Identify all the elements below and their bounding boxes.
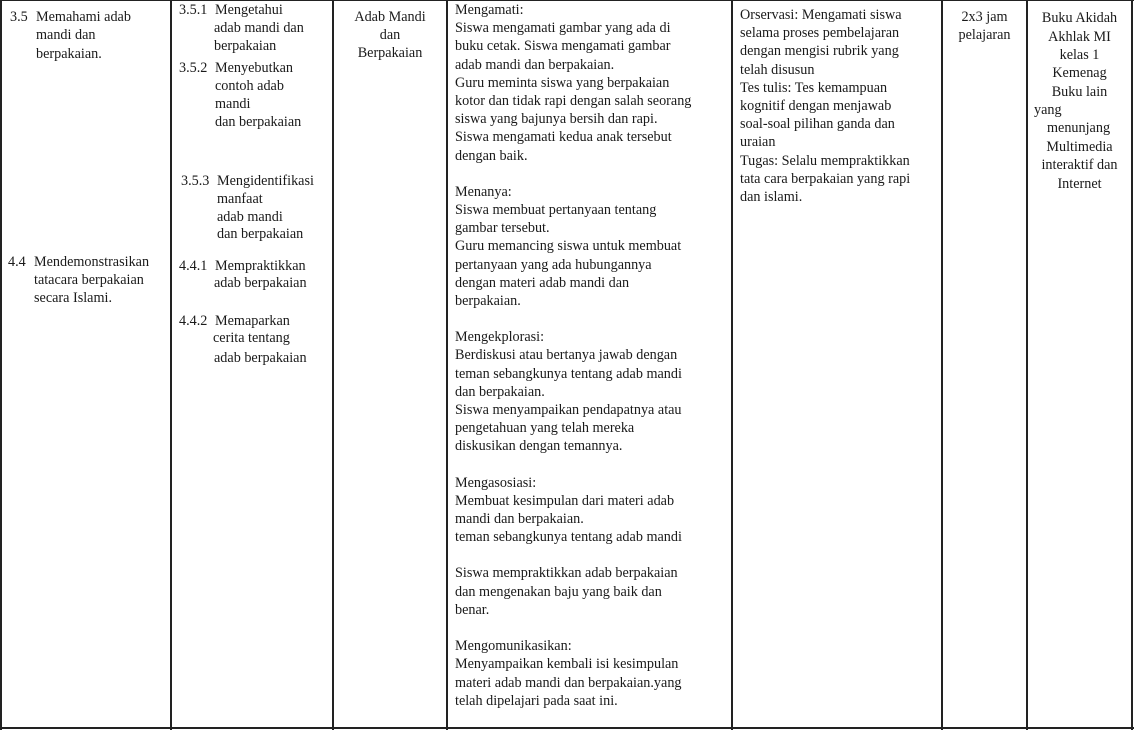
activity-line: Siswa mempraktikkan adab berpakaian [455,565,678,582]
activity-line: adab mandi dan berpakaian. [455,56,615,73]
kd-text-line: Mendemonstrasikan [34,254,150,270]
indicator-line: Menyebutkan [215,60,294,76]
activity-line: Menyampaikan kembali isi kesimpulan [455,656,679,673]
activity-line: buku cetak. Siswa mengamati gambar [455,38,671,55]
indicator-line: cerita tentang [213,330,290,346]
source-line: yang [1034,102,1062,118]
col-border [332,0,334,730]
activity-line: dengan materi adab mandi dan [455,274,630,291]
col-border [446,0,448,730]
source-line: kelas 1 [1059,47,1100,63]
section-heading: Menanya: [455,183,512,200]
activity-line: dan berpakaian. [455,383,545,400]
activity-line: pengetahuan yang telah mereka [455,420,635,437]
indicator-line: adab berpakaian [214,350,307,366]
col-border [1026,0,1028,730]
indicator-number: 4.4.2 [179,313,208,329]
activity-line: materi adab mandi dan berpakaian.yang [455,674,682,691]
activity-line: siswa yang bajunya bersih dan rapi. [455,111,658,128]
activity-line: kotor dan tidak rapi dengan salah seorang [455,93,692,110]
section-heading: Mengasosiasi: [455,474,537,491]
assessment-line: kognitif dengan menjawab [740,98,892,115]
indicator-number: 3.5.2 [179,60,208,76]
col-border [170,0,172,730]
kd-text-line: Memahami adab [36,9,131,25]
section-heading: Mengekplorasi: [455,329,545,346]
section-heading: Mengomunikasikan: [455,638,572,655]
time-allocation-line: pelajaran [958,27,1011,43]
time-allocation-line: 2x3 jam [961,9,1008,25]
activity-line: Guru meminta siswa yang berpakaian [455,74,670,91]
materi-line: dan [379,27,401,43]
indicator-line: dan berpakaian [215,114,302,130]
activity-line: teman sebangkunya tentang adab mandi [455,529,682,546]
materi-line: Adab Mandi [354,9,426,25]
activity-line: teman sebangkunya tentang adab mandi [455,365,682,382]
indicator-line: Mengidentifikasi [217,173,314,189]
activity-line: pertanyaan yang ada hubungannya [455,256,652,273]
activity-line: berpakaian. [455,293,521,310]
col-border [731,0,733,730]
indicator-number: 3.5.1 [179,2,208,18]
activity-line: Siswa membuat pertanyaan tentang [455,202,657,219]
indicator-line: berpakaian [214,38,277,54]
indicator-line: Memaparkan [215,313,290,329]
indicator-number: 3.5.3 [181,173,210,189]
penilaian-column [740,6,910,206]
source-line: Internet [1057,176,1102,192]
assessment-line: dan islami. [740,189,803,206]
activity-line: dengan baik. [455,147,528,164]
indicator-line: adab mandi [217,209,283,225]
activity-line: benar. [455,601,490,618]
assessment-line: tata cara berpakaian yang rapi [740,170,911,187]
section-heading: Mengamati: [455,2,524,18]
source-line: Multimedia [1046,139,1113,155]
assessment-line: telah disusun [740,61,815,78]
source-line: menunjang [1047,120,1111,136]
indicator-line: adab mandi dan [214,20,304,36]
kd-number: 3.5 [10,9,28,25]
kd-text-line: secara Islami. [34,290,112,306]
activity-line: Membuat kesimpulan dari materi adab [455,492,675,509]
activity-line: Siswa menyampaikan pendapatnya atau [455,402,682,419]
activity-line: Siswa mengamati kedua anak tersebut [455,129,672,146]
kegiatan-column [455,1,691,710]
kd-number: 4.4 [8,254,26,270]
assessment-line: Orservasi: Mengamati siswa [740,7,902,23]
col-border [1131,0,1133,730]
activity-line: diskusikan dengan temannya. [455,438,623,455]
assessment-line: dengan mengisi rubrik yang [740,43,899,60]
activity-line: dan mengenakan baju yang baik dan [455,583,662,600]
activity-line: mandi dan berpakaian. [455,511,584,528]
indicator-line: manfaat [217,191,263,207]
assessment-line: uraian [740,134,776,151]
indicator-line: contoh adab [215,78,284,94]
source-line: interaktif dan [1041,157,1118,173]
source-line: Buku lain [1051,84,1108,100]
kd-text-line: tatacara berpakaian [34,272,144,288]
indicator-line: mandi [215,96,251,112]
source-line: Akhlak MI [1048,29,1111,45]
assessment-line: Tugas: Selalu mempraktikkan [740,152,910,169]
indicator-line: dan berpakaian [217,226,304,242]
assessment-line: selama proses pembelajaran [740,25,900,42]
kd-text-line: berpakaian. [36,46,102,62]
indicator-line: adab berpakaian [214,275,307,291]
materi-line: Berpakaian [357,45,423,61]
activity-line: Siswa mengamati gambar yang ada di [455,20,671,37]
col-border [0,0,2,730]
kd-text-line: mandi dan [36,27,96,43]
activity-line: gambar tersebut. [455,220,550,237]
indicator-line: Mengetahui [215,2,283,18]
source-line: Kemenag [1052,65,1107,81]
activity-line: telah dipelajari pada saat ini. [455,692,618,709]
source-line: Buku Akidah [1041,10,1118,26]
indicator-number: 4.4.1 [179,258,208,274]
indicator-line: Mempraktikkan [215,258,306,274]
assessment-line: soal-soal pilihan ganda dan [740,116,895,133]
assessment-line: Tes tulis: Tes kemampuan [740,79,888,96]
activity-line: Berdiskusi atau bertanya jawab dengan [455,347,678,364]
activity-line: Guru memancing siswa untuk membuat [455,238,682,255]
col-border [941,0,943,730]
